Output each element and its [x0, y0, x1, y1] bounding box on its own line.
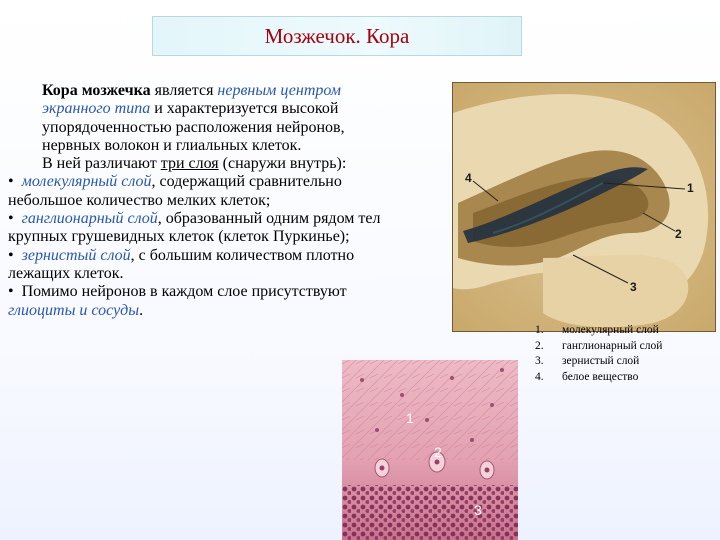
intro-text-2: и характеризуется высокой упорядоченностью расположения нейронов, нервных волокон и глиальных клеток. — [42, 100, 345, 154]
bullet-term: ганглионарный слой — [21, 210, 158, 228]
legend-text: молекулярный слой — [562, 324, 659, 336]
bullet-molecular — [8, 173, 403, 210]
bullet-symbol: • — [8, 210, 14, 228]
layers-underlined: три слоя — [160, 155, 219, 173]
intro-text-1: является — [150, 82, 218, 99]
title-box — [152, 16, 522, 56]
bullet-glia — [8, 283, 403, 320]
bullet-text: , с большим количеством плотно лежащих клеток. — [8, 246, 355, 282]
bullet-text: . — [139, 301, 144, 319]
bullet-text: , образованный одним рядом тел крупных грушевидных клеток (клеток Пуркинье); — [8, 210, 381, 246]
intro-paragraph — [8, 82, 403, 155]
layers-text-1: В ней различают — [42, 155, 161, 173]
layers-text-2: (снаружи внутрь): — [218, 155, 347, 173]
bullet-ganglionic — [8, 210, 403, 247]
body-text — [8, 82, 403, 320]
layers-paragraph — [8, 155, 403, 173]
folium-label-2: 2 — [675, 227, 682, 241]
folium-label-4: 4 — [465, 171, 472, 185]
legend-number: 1. — [535, 324, 544, 336]
bullet-term: зернистый слой — [21, 246, 131, 264]
bullet-symbol: • — [8, 283, 14, 301]
legend-item — [535, 354, 715, 370]
bullet-text: Помимо нейронов в каждом слое присутствуют — [21, 283, 347, 301]
slide-title: Мозжечок. Кора — [264, 23, 410, 48]
folium-label-3: 3 — [630, 280, 637, 294]
cortex-layers-micrograph — [342, 360, 518, 540]
legend-number: 4. — [535, 370, 544, 383]
legend-text: белое вещество — [562, 370, 639, 383]
legend-text: зернистый слой — [562, 355, 640, 367]
legend-number: 2. — [535, 339, 544, 352]
bullet-text: , содержащий сравнительно небольшое количество мелких клеток; — [8, 173, 342, 209]
folium-image — [453, 83, 716, 332]
intro-blue-term: нервным центром экранного типа — [42, 82, 341, 118]
cortex-label-3: 3 — [474, 502, 482, 518]
bullet-term: глиоциты и сосуды — [8, 301, 140, 319]
bullet-granular — [8, 247, 403, 284]
cortex-label-1: 1 — [406, 410, 414, 426]
legend-text: ганглионарный слой — [562, 339, 663, 352]
intro-bold-term: Кора мозжечка — [42, 82, 151, 99]
legend-item — [535, 339, 715, 355]
legend-item — [535, 323, 715, 339]
cortex-image — [342, 360, 518, 540]
figure-legend — [535, 323, 715, 385]
legend-number: 3. — [535, 355, 544, 367]
bullet-term: молекулярный слой — [21, 173, 152, 191]
bullet-symbol: • — [8, 246, 14, 264]
bullet-symbol: • — [8, 173, 14, 191]
cerebellum-folium-micrograph — [452, 82, 716, 332]
legend-item — [535, 370, 715, 386]
folium-label-1: 1 — [687, 181, 694, 195]
cortex-label-2: 2 — [434, 444, 442, 460]
